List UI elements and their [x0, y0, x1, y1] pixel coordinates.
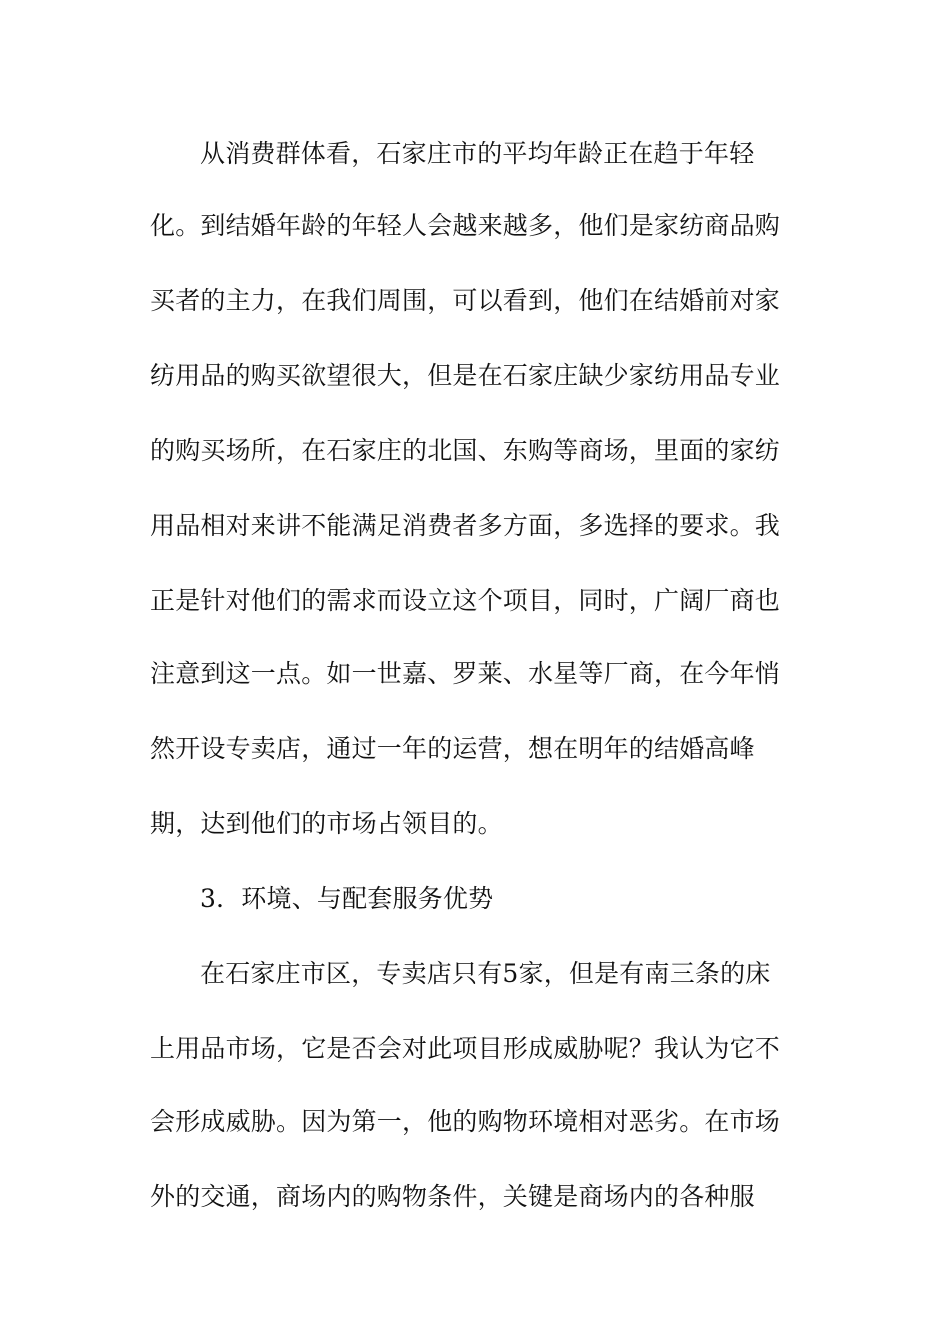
paragraph-2-line-4: 外的交通，商场内的购物条件，关键是商场内的各种服 — [150, 1182, 755, 1211]
paragraph-2-line-2: 上用品市场，它是否会对此项目形成威胁呢？我认为它不 — [150, 1034, 781, 1063]
paragraph-1-line-3: 买者的主力，在我们周围，可以看到，他们在结婚前对家 — [150, 286, 781, 315]
paragraph-1-line-1: 从消费群体看，石家庄市的平均年龄正在趋于年轻 — [200, 139, 755, 168]
paragraph-2-line-1: 在石家庄市区，专卖店只有5家，但是有南三条的床 — [200, 959, 771, 988]
paragraph-1-line-8: 注意到这一点。如一世嘉、罗莱、水星等厂商，在今年悄 — [150, 659, 781, 688]
paragraph-1-line-10: 期，达到他们的市场占领目的。 — [150, 809, 503, 838]
paragraph-1-line-4: 纺用品的购买欲望很大，但是在石家庄缺少家纺用品专业 — [150, 361, 781, 390]
paragraph-1-line-6: 用品相对来讲不能满足消费者多方面，多选择的要求。我 — [150, 511, 781, 540]
paragraph-1-line-7: 正是针对他们的需求而设立这个项目，同时，广阔厂商也 — [150, 586, 781, 615]
paragraph-1-line-5: 的购买场所，在石家庄的北国、东购等商场，里面的家纺 — [150, 436, 781, 465]
section-heading: 3．环境、与配套服务优势 — [200, 884, 494, 913]
paragraph-2-line-3: 会形成威胁。因为第一，他的购物环境相对恶劣。在市场 — [150, 1107, 781, 1136]
paragraph-1-line-2: 化。到结婚年龄的年轻人会越来越多，他们是家纺商品购 — [150, 211, 781, 240]
paragraph-1-line-9: 然开设专卖店，通过一年的运营，想在明年的结婚高峰 — [150, 734, 755, 763]
